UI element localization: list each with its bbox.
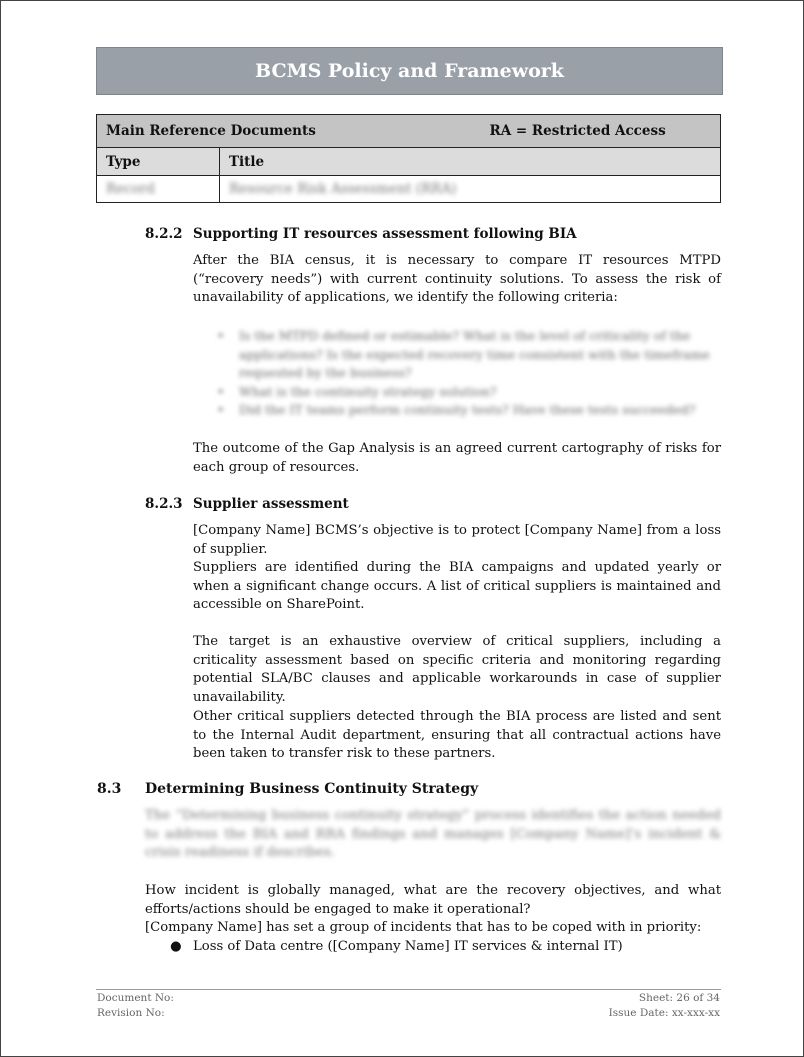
- issue-date: Issue Date: xx-xxx-xx: [608, 1007, 720, 1019]
- paragraph: Suppliers are identified during the BIA campaigns and updated yearly or when a significant change occurs. A list of critical suppliers is maintained and accessible on SharePoint.: [193, 560, 721, 612]
- column-title: Title: [220, 148, 721, 176]
- sheet-number: Sheet: 26 of 34: [638, 992, 720, 1004]
- table-columns-row: [97, 148, 721, 176]
- column-type: Type: [97, 148, 220, 176]
- revision-number: Revision No:: [97, 1007, 165, 1019]
- paragraph: [Company Name] BCMS’s objective is to protect [Company Name] from a loss of supplier.: [193, 523, 721, 557]
- section-number: 8.2.3: [145, 496, 183, 512]
- paragraph: After the BIA census, it is necessary to compare IT resources MTPD (“recovery needs”) with current continuity solutions. To assess the risk of unavailability of applications, we identify the following criteria:: [193, 253, 721, 305]
- row-type-text: Record: [106, 181, 155, 197]
- section-title: Supporting IT resources assessment following BIA: [193, 226, 577, 242]
- list-item-text: Loss of Data centre ([Company Name] IT services & internal IT): [193, 939, 623, 954]
- footer-right: [609, 991, 720, 1021]
- section-number: 8.3: [97, 781, 122, 797]
- table-heading-cell: [97, 115, 721, 148]
- footer-left: [97, 991, 174, 1021]
- blurred-criteria-list: [217, 327, 721, 420]
- section-heading-822: [145, 226, 577, 242]
- reference-documents-table: [96, 114, 721, 203]
- blurred-paragraph: The “Determining business continuity strategy” process identifies the action needed to address the BIA and RRA findings and manages [Company Name]’s incident & crisis readiness if describes.: [145, 808, 721, 860]
- list-item: • What is the continuity strategy solution?: [217, 383, 721, 402]
- document-number: Document No:: [97, 992, 174, 1004]
- list-item: [170, 938, 623, 957]
- table-header-row: [97, 115, 721, 148]
- paragraph: How incident is globally managed, what are the recovery objectives, and what efforts/actions should be engaged to make it operational?: [145, 883, 721, 917]
- paragraph: The target is an exhaustive overview of critical suppliers, including a criticality assessment based on specific criteria and monitoring regarding potential SLA/BC clauses and applicable workarounds in case of supplier unavailability.: [193, 634, 721, 705]
- section-heading-83: [97, 781, 478, 797]
- paragraph: [Company Name] has set a group of incidents that has to be coped with in priority:: [145, 920, 702, 935]
- section-title: Determining Business Continuity Strategy: [145, 781, 479, 797]
- access-note: RA = Restricted Access: [489, 123, 666, 139]
- paragraph: Other critical suppliers detected through the BIA process are listed and sent to the Internal Audit department, ensuring that all contractual actions have been taken to transfer risk to these partners.: [193, 709, 721, 761]
- section-title: Supplier assessment: [193, 496, 349, 512]
- bullet-icon: ●: [170, 939, 182, 954]
- footer-divider: [96, 989, 721, 990]
- header-banner: BCMS Policy and Framework: [96, 47, 723, 95]
- section-heading-823: [145, 496, 349, 512]
- table-row: [97, 176, 721, 203]
- row-title-text: Resource Risk Assessment (RRA): [229, 181, 457, 197]
- paragraph: The outcome of the Gap Analysis is an agreed current cartography of risks for each group of resources.: [193, 441, 721, 475]
- section-number: 8.2.2: [145, 226, 183, 242]
- table-heading: Main Reference Documents: [106, 123, 316, 139]
- row-type: [97, 176, 220, 203]
- list-item: • Did the IT teams perform continuity tests? Have these tests succeeded?: [217, 401, 721, 420]
- row-title: [220, 176, 721, 203]
- list-item: • Is the MTPD defined or estimable? What is the level of criticality of the applications? Is the expected recovery time consistent with the timeframe requested by the business?: [217, 327, 721, 383]
